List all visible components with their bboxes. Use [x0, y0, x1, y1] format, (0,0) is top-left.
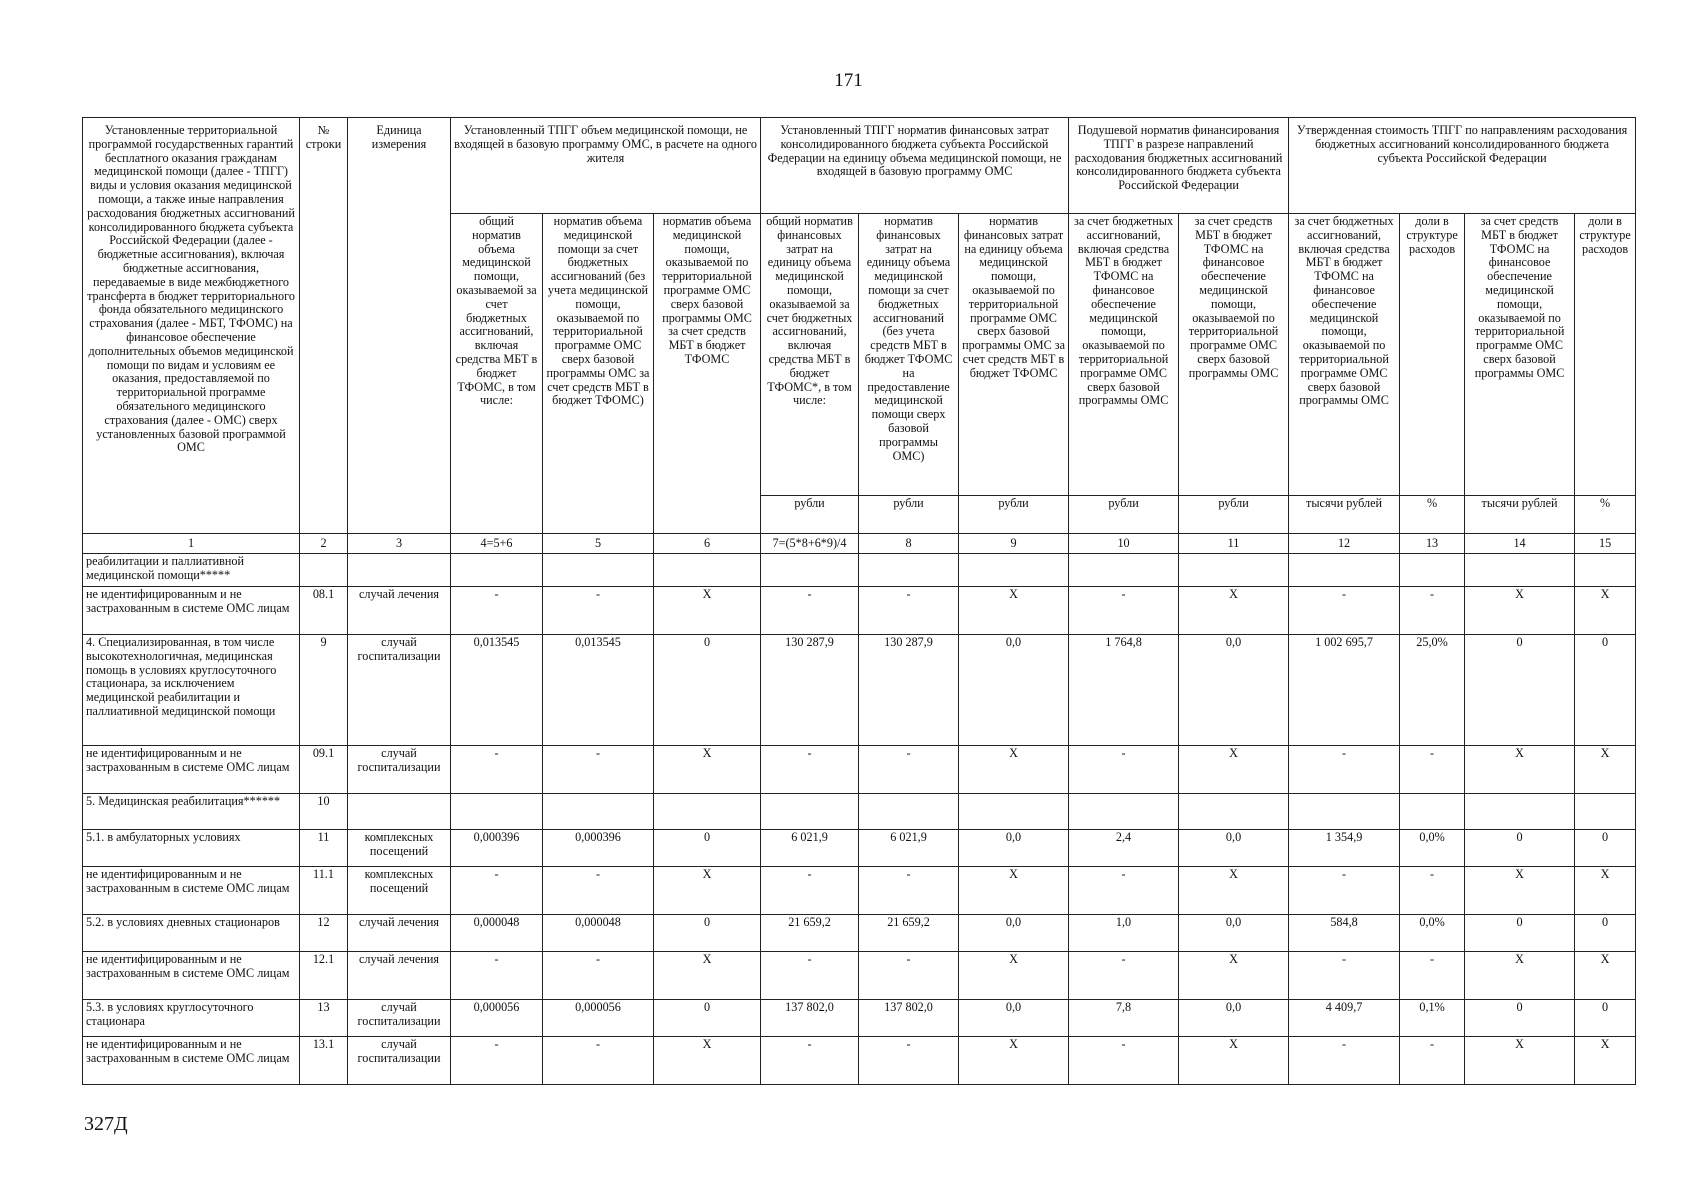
row-value-col-5: - [543, 746, 654, 794]
header-col-2: № строки [300, 118, 348, 534]
unit-label: % [1575, 496, 1636, 534]
row-value-col-13: - [1400, 587, 1465, 635]
row-value-col-15: X [1575, 1037, 1636, 1085]
row-value-col-9: X [959, 952, 1069, 1000]
header-group-volume: Установленный ТПГГ объем медицинской помощи, не входящей в базовую программу ОМС, в расчете на одного жителя [451, 118, 761, 214]
row-value-col-5: - [543, 587, 654, 635]
row-value-col-7: 21 659,2 [761, 915, 859, 952]
row-value-col-6: 0 [654, 915, 761, 952]
column-number: 1 [83, 534, 300, 554]
row-value-col-4: - [451, 952, 543, 1000]
row-value-col-5: 0,000056 [543, 1000, 654, 1037]
row-value-col-7 [761, 554, 859, 587]
header-col-1: Установленные территориальной программой государственных гарантий бесплатного оказания гражданам медицинской помощи (далее - ТПГГ) виды и условия оказания медицинской помощи, а также иные направления расходования бюджетных ассигнований консолидированного бюджета субъекта Российской Федерации (далее - бюджетные ассигнования), включая бюджетные ассигнования, передаваемые в виде межбюджетного трансферта в бюджет территориального фонда обязательного медицинского страхования (далее - МБТ, ТФОМС) на финансовое обеспечение дополнительных объемов медицинской помощи по видам и условиям ее оказания, предоставляемой по территориальной программе обязательного медицинского страхования (далее - ОМС) сверх установленных базовой программой ОМС [83, 118, 300, 534]
unit-label: тысячи рублей [1465, 496, 1575, 534]
row-label: не идентифицированным и не застрахованным в системе ОМС лицам [83, 1037, 300, 1085]
row-value-col-5: 0,013545 [543, 635, 654, 746]
row-value-col-9: 0,0 [959, 830, 1069, 867]
row-value-col-14: 0 [1465, 635, 1575, 746]
row-value-col-9: 0,0 [959, 915, 1069, 952]
row-value-col-4 [451, 794, 543, 830]
unit-label: рубли [1179, 496, 1289, 534]
row-value-col-13: 25,0% [1400, 635, 1465, 746]
unit-label: рубли [1069, 496, 1179, 534]
row-value-col-5: - [543, 1037, 654, 1085]
row-value-col-7: 130 287,9 [761, 635, 859, 746]
row-value-col-13: 0,1% [1400, 1000, 1465, 1037]
row-value-col-12: 584,8 [1289, 915, 1400, 952]
row-value-col-15: 0 [1575, 635, 1636, 746]
row-value-col-4: - [451, 867, 543, 915]
row-value-col-12: 1 002 695,7 [1289, 635, 1400, 746]
unit-label: рубли [761, 496, 859, 534]
row-value-col-9: X [959, 587, 1069, 635]
row-number: 13.1 [300, 1037, 348, 1085]
row-value-col-11 [1179, 794, 1289, 830]
table-row [83, 1000, 1636, 1037]
row-value-col-15: 0 [1575, 915, 1636, 952]
header-sub-15: доли в структуре расходов [1575, 214, 1636, 496]
row-value-col-5: 0,000048 [543, 915, 654, 952]
row-value-col-7: - [761, 587, 859, 635]
row-number: 12 [300, 915, 348, 952]
header-sub-12: за счет бюджетных ассигнований, включая средства МБТ в бюджет ТФОМС на финансовое обеспечение медицинской помощи, оказываемой по территориальной программе ОМС сверх базовой программы ОМС [1289, 214, 1400, 496]
unit-label: тысячи рублей [1289, 496, 1400, 534]
row-value-col-8: - [859, 587, 959, 635]
row-value-col-14: X [1465, 952, 1575, 1000]
row-value-col-8: - [859, 746, 959, 794]
row-value-col-12: 1 354,9 [1289, 830, 1400, 867]
table-row [83, 1037, 1636, 1085]
row-unit: случай госпитализации [348, 1000, 451, 1037]
row-value-col-4: 0,000056 [451, 1000, 543, 1037]
row-value-col-15: 0 [1575, 830, 1636, 867]
row-value-col-4: - [451, 587, 543, 635]
row-value-col-4 [451, 554, 543, 587]
row-value-col-10: 1 764,8 [1069, 635, 1179, 746]
column-numbers-row [83, 534, 1636, 554]
row-value-col-7: 6 021,9 [761, 830, 859, 867]
row-value-col-11: 0,0 [1179, 830, 1289, 867]
row-value-col-11: 0,0 [1179, 635, 1289, 746]
row-value-col-5: 0,000396 [543, 830, 654, 867]
header-col-3: Единица измерения [348, 118, 451, 534]
row-number: 11.1 [300, 867, 348, 915]
row-value-col-5 [543, 794, 654, 830]
row-value-col-15: X [1575, 952, 1636, 1000]
row-label: реабилитации и паллиативной медицинской помощи***** [83, 554, 300, 587]
row-value-col-15 [1575, 554, 1636, 587]
row-label: не идентифицированным и не застрахованным в системе ОМС лицам [83, 867, 300, 915]
row-unit: случай госпитализации [348, 746, 451, 794]
row-label: 5. Медицинская реабилитация****** [83, 794, 300, 830]
row-value-col-8 [859, 794, 959, 830]
footer-document-code: 327Д [84, 1113, 128, 1135]
row-label: 5.1. в амбулаторных условиях [83, 830, 300, 867]
table-row [83, 830, 1636, 867]
row-value-col-12: - [1289, 867, 1400, 915]
row-value-col-14: 0 [1465, 915, 1575, 952]
header-group-cost-norm: Установленный ТПГГ норматив финансовых затрат консолидированного бюджета субъекта Российской Федерации на единицу объема медицинской помощи, не входящей в базовую программу ОМС [761, 118, 1069, 214]
row-value-col-14 [1465, 794, 1575, 830]
row-value-col-6: 0 [654, 830, 761, 867]
table-row [83, 915, 1636, 952]
row-value-col-8: - [859, 1037, 959, 1085]
header-sub-8: норматив финансовых затрат на единицу объема медицинской помощи за счет бюджетных ассигнований (без учета средств МБТ в бюджет ТФОМС на предоставление медицинской помощи сверх базовой программы ОМС) [859, 214, 959, 496]
row-value-col-15: X [1575, 746, 1636, 794]
row-value-col-4: 0,000048 [451, 915, 543, 952]
column-number: 6 [654, 534, 761, 554]
row-label: 5.3. в условиях круглосуточного стационара [83, 1000, 300, 1037]
row-value-col-14: X [1465, 1037, 1575, 1085]
row-value-col-5: - [543, 952, 654, 1000]
table-row [83, 635, 1636, 746]
row-value-col-10: 1,0 [1069, 915, 1179, 952]
row-value-col-7: - [761, 867, 859, 915]
row-value-col-6: X [654, 867, 761, 915]
row-value-col-10: - [1069, 587, 1179, 635]
row-unit [348, 794, 451, 830]
row-value-col-14: X [1465, 867, 1575, 915]
row-unit: комплексных посещений [348, 867, 451, 915]
row-label: не идентифицированным и не застрахованным в системе ОМС лицам [83, 746, 300, 794]
row-value-col-13: 0,0% [1400, 915, 1465, 952]
row-value-col-8: 6 021,9 [859, 830, 959, 867]
row-label: не идентифицированным и не застрахованным в системе ОМС лицам [83, 587, 300, 635]
row-value-col-8: 130 287,9 [859, 635, 959, 746]
row-value-col-14: X [1465, 587, 1575, 635]
row-value-col-11 [1179, 554, 1289, 587]
table-row [83, 867, 1636, 915]
unit-label: % [1400, 496, 1465, 534]
row-value-col-9: X [959, 1037, 1069, 1085]
row-number: 13 [300, 1000, 348, 1037]
row-value-col-6: X [654, 952, 761, 1000]
row-number [300, 554, 348, 587]
row-value-col-13 [1400, 554, 1465, 587]
column-number: 10 [1069, 534, 1179, 554]
unit-label: рубли [859, 496, 959, 534]
row-number: 10 [300, 794, 348, 830]
header-sub-9: норматив финансовых затрат на единицу объема медицинской помощи, оказываемой по территориальной программе ОМС сверх базовой программы ОМС за счет средств МБТ в бюджет ТФОМС [959, 214, 1069, 496]
row-value-col-13: 0,0% [1400, 830, 1465, 867]
column-number: 11 [1179, 534, 1289, 554]
header-sub-7: общий норматив финансовых затрат на единицу объема медицинской помощи, оказываемой за счет бюджетных ассигнований, включая средства МБТ в бюджет ТФОМС*, в том числе: [761, 214, 859, 496]
header-sub-10: за счет бюджетных ассигнований, включая средства МБТ в бюджет ТФОМС на финансовое обеспечение медицинской помощи, оказываемой по территориальной программе ОМС сверх базовой программы ОМС [1069, 214, 1179, 496]
row-value-col-9 [959, 554, 1069, 587]
row-value-col-7: 137 802,0 [761, 1000, 859, 1037]
row-value-col-13 [1400, 794, 1465, 830]
row-value-col-14: 0 [1465, 830, 1575, 867]
row-value-col-6 [654, 794, 761, 830]
row-value-col-8 [859, 554, 959, 587]
table-row [83, 587, 1636, 635]
row-value-col-15: X [1575, 867, 1636, 915]
row-value-col-14: X [1465, 746, 1575, 794]
row-value-col-6: 0 [654, 1000, 761, 1037]
row-value-col-7: - [761, 1037, 859, 1085]
column-number: 8 [859, 534, 959, 554]
row-value-col-6: 0 [654, 635, 761, 746]
row-value-col-10: - [1069, 952, 1179, 1000]
row-value-col-9: 0,0 [959, 1000, 1069, 1037]
row-value-col-7 [761, 794, 859, 830]
row-value-col-6 [654, 554, 761, 587]
row-value-col-5: - [543, 867, 654, 915]
row-value-col-15: X [1575, 587, 1636, 635]
row-value-col-4: - [451, 746, 543, 794]
column-number: 13 [1400, 534, 1465, 554]
row-unit: случай лечения [348, 952, 451, 1000]
row-value-col-8: 137 802,0 [859, 1000, 959, 1037]
table-row [83, 794, 1636, 830]
row-value-col-9: 0,0 [959, 635, 1069, 746]
row-label: 5.2. в условиях дневных стационаров [83, 915, 300, 952]
row-value-col-14 [1465, 554, 1575, 587]
row-value-col-12: - [1289, 587, 1400, 635]
row-value-col-9: X [959, 746, 1069, 794]
row-value-col-7: - [761, 746, 859, 794]
row-value-col-10: 2,4 [1069, 830, 1179, 867]
row-value-col-11: X [1179, 952, 1289, 1000]
row-value-col-4: 0,000396 [451, 830, 543, 867]
header-sub-6: норматив объема медицинской помощи, оказываемой по территориальной программе ОМС сверх базовой программы ОМС за счет средств МБТ в бюджет ТФОМС [654, 214, 761, 534]
row-value-col-11: X [1179, 746, 1289, 794]
row-value-col-13: - [1400, 952, 1465, 1000]
column-number: 3 [348, 534, 451, 554]
row-value-col-8: - [859, 867, 959, 915]
row-value-col-13: - [1400, 867, 1465, 915]
column-number: 12 [1289, 534, 1400, 554]
column-number: 4=5+6 [451, 534, 543, 554]
row-value-col-6: X [654, 1037, 761, 1085]
row-number: 09.1 [300, 746, 348, 794]
row-value-col-6: X [654, 746, 761, 794]
unit-label: рубли [959, 496, 1069, 534]
row-value-col-10: - [1069, 746, 1179, 794]
row-value-col-11: X [1179, 1037, 1289, 1085]
row-value-col-12 [1289, 554, 1400, 587]
column-number: 5 [543, 534, 654, 554]
row-value-col-6: X [654, 587, 761, 635]
row-number: 12.1 [300, 952, 348, 1000]
row-value-col-7: - [761, 952, 859, 1000]
row-value-col-13: - [1400, 1037, 1465, 1085]
row-unit: случай лечения [348, 587, 451, 635]
header-sub-11: за счет средств МБТ в бюджет ТФОМС на финансовое обеспечение медицинской помощи, оказываемой по территориальной программе ОМС сверх базовой программы ОМС [1179, 214, 1289, 496]
row-value-col-11: 0,0 [1179, 1000, 1289, 1037]
row-number: 9 [300, 635, 348, 746]
column-number: 7=(5*8+6*9)/4 [761, 534, 859, 554]
row-value-col-8: 21 659,2 [859, 915, 959, 952]
row-unit: случай госпитализации [348, 1037, 451, 1085]
header-sub-14: за счет средств МБТ в бюджет ТФОМС на финансовое обеспечение медицинской помощи, оказываемой по территориальной программе ОМС сверх базовой программы ОМС [1465, 214, 1575, 496]
table-row [83, 554, 1636, 587]
row-unit: случай госпитализации [348, 635, 451, 746]
row-number: 11 [300, 830, 348, 867]
row-value-col-8: - [859, 952, 959, 1000]
row-value-col-10: - [1069, 867, 1179, 915]
row-value-col-10: - [1069, 1037, 1179, 1085]
column-number: 15 [1575, 534, 1636, 554]
row-value-col-13: - [1400, 746, 1465, 794]
row-value-col-11: X [1179, 587, 1289, 635]
table-row [83, 746, 1636, 794]
row-value-col-12: - [1289, 1037, 1400, 1085]
row-value-col-9: X [959, 867, 1069, 915]
row-value-col-14: 0 [1465, 1000, 1575, 1037]
row-value-col-11: X [1179, 867, 1289, 915]
row-value-col-4: 0,013545 [451, 635, 543, 746]
header-group-per-capita: Подушевой норматив финансирования ТПГГ в разрезе направлений расходования бюджетных ассигнований консолидированного бюджета субъекта Российской Федерации [1069, 118, 1289, 214]
row-unit: случай лечения [348, 915, 451, 952]
row-value-col-12 [1289, 794, 1400, 830]
header-group-approved-cost: Утвержденная стоимость ТПГГ по направлениям расходования бюджетных ассигнований консолидированного бюджета субъекта Российской Федерации [1289, 118, 1636, 214]
column-number: 2 [300, 534, 348, 554]
header-sub-13: доли в структуре расходов [1400, 214, 1465, 496]
row-value-col-12: 4 409,7 [1289, 1000, 1400, 1037]
row-value-col-15: 0 [1575, 1000, 1636, 1037]
row-value-col-9 [959, 794, 1069, 830]
row-unit [348, 554, 451, 587]
table-row [83, 952, 1636, 1000]
row-value-col-12: - [1289, 952, 1400, 1000]
budget-norms-table [82, 117, 1636, 1085]
page-number: 171 [834, 70, 863, 91]
column-number: 9 [959, 534, 1069, 554]
row-value-col-10 [1069, 554, 1179, 587]
row-value-col-10 [1069, 794, 1179, 830]
row-unit: комплексных посещений [348, 830, 451, 867]
row-value-col-10: 7,8 [1069, 1000, 1179, 1037]
row-value-col-12: - [1289, 746, 1400, 794]
row-label: 4. Специализированная, в том числе высокотехнологичная, медицинская помощь в условиях круглосуточного стационара, за исключением медицинской реабилитации и паллиативной медицинской помощи [83, 635, 300, 746]
row-label: не идентифицированным и не застрахованным в системе ОМС лицам [83, 952, 300, 1000]
row-value-col-5 [543, 554, 654, 587]
row-number: 08.1 [300, 587, 348, 635]
row-value-col-11: 0,0 [1179, 915, 1289, 952]
header-sub-5: норматив объема медицинской помощи за счет бюджетных ассигнований (без учета медицинской помощи, оказываемой по территориальной программе ОМС сверх базовой программы ОМС за счет средств МБТ в бюджет ТФОМС) [543, 214, 654, 534]
row-value-col-4: - [451, 1037, 543, 1085]
column-number: 14 [1465, 534, 1575, 554]
header-sub-4: общий норматив объема медицинской помощи, оказываемой за счет бюджетных ассигнований, включая средства МБТ в бюджет ТФОМС, в том числе: [451, 214, 543, 534]
row-value-col-15 [1575, 794, 1636, 830]
